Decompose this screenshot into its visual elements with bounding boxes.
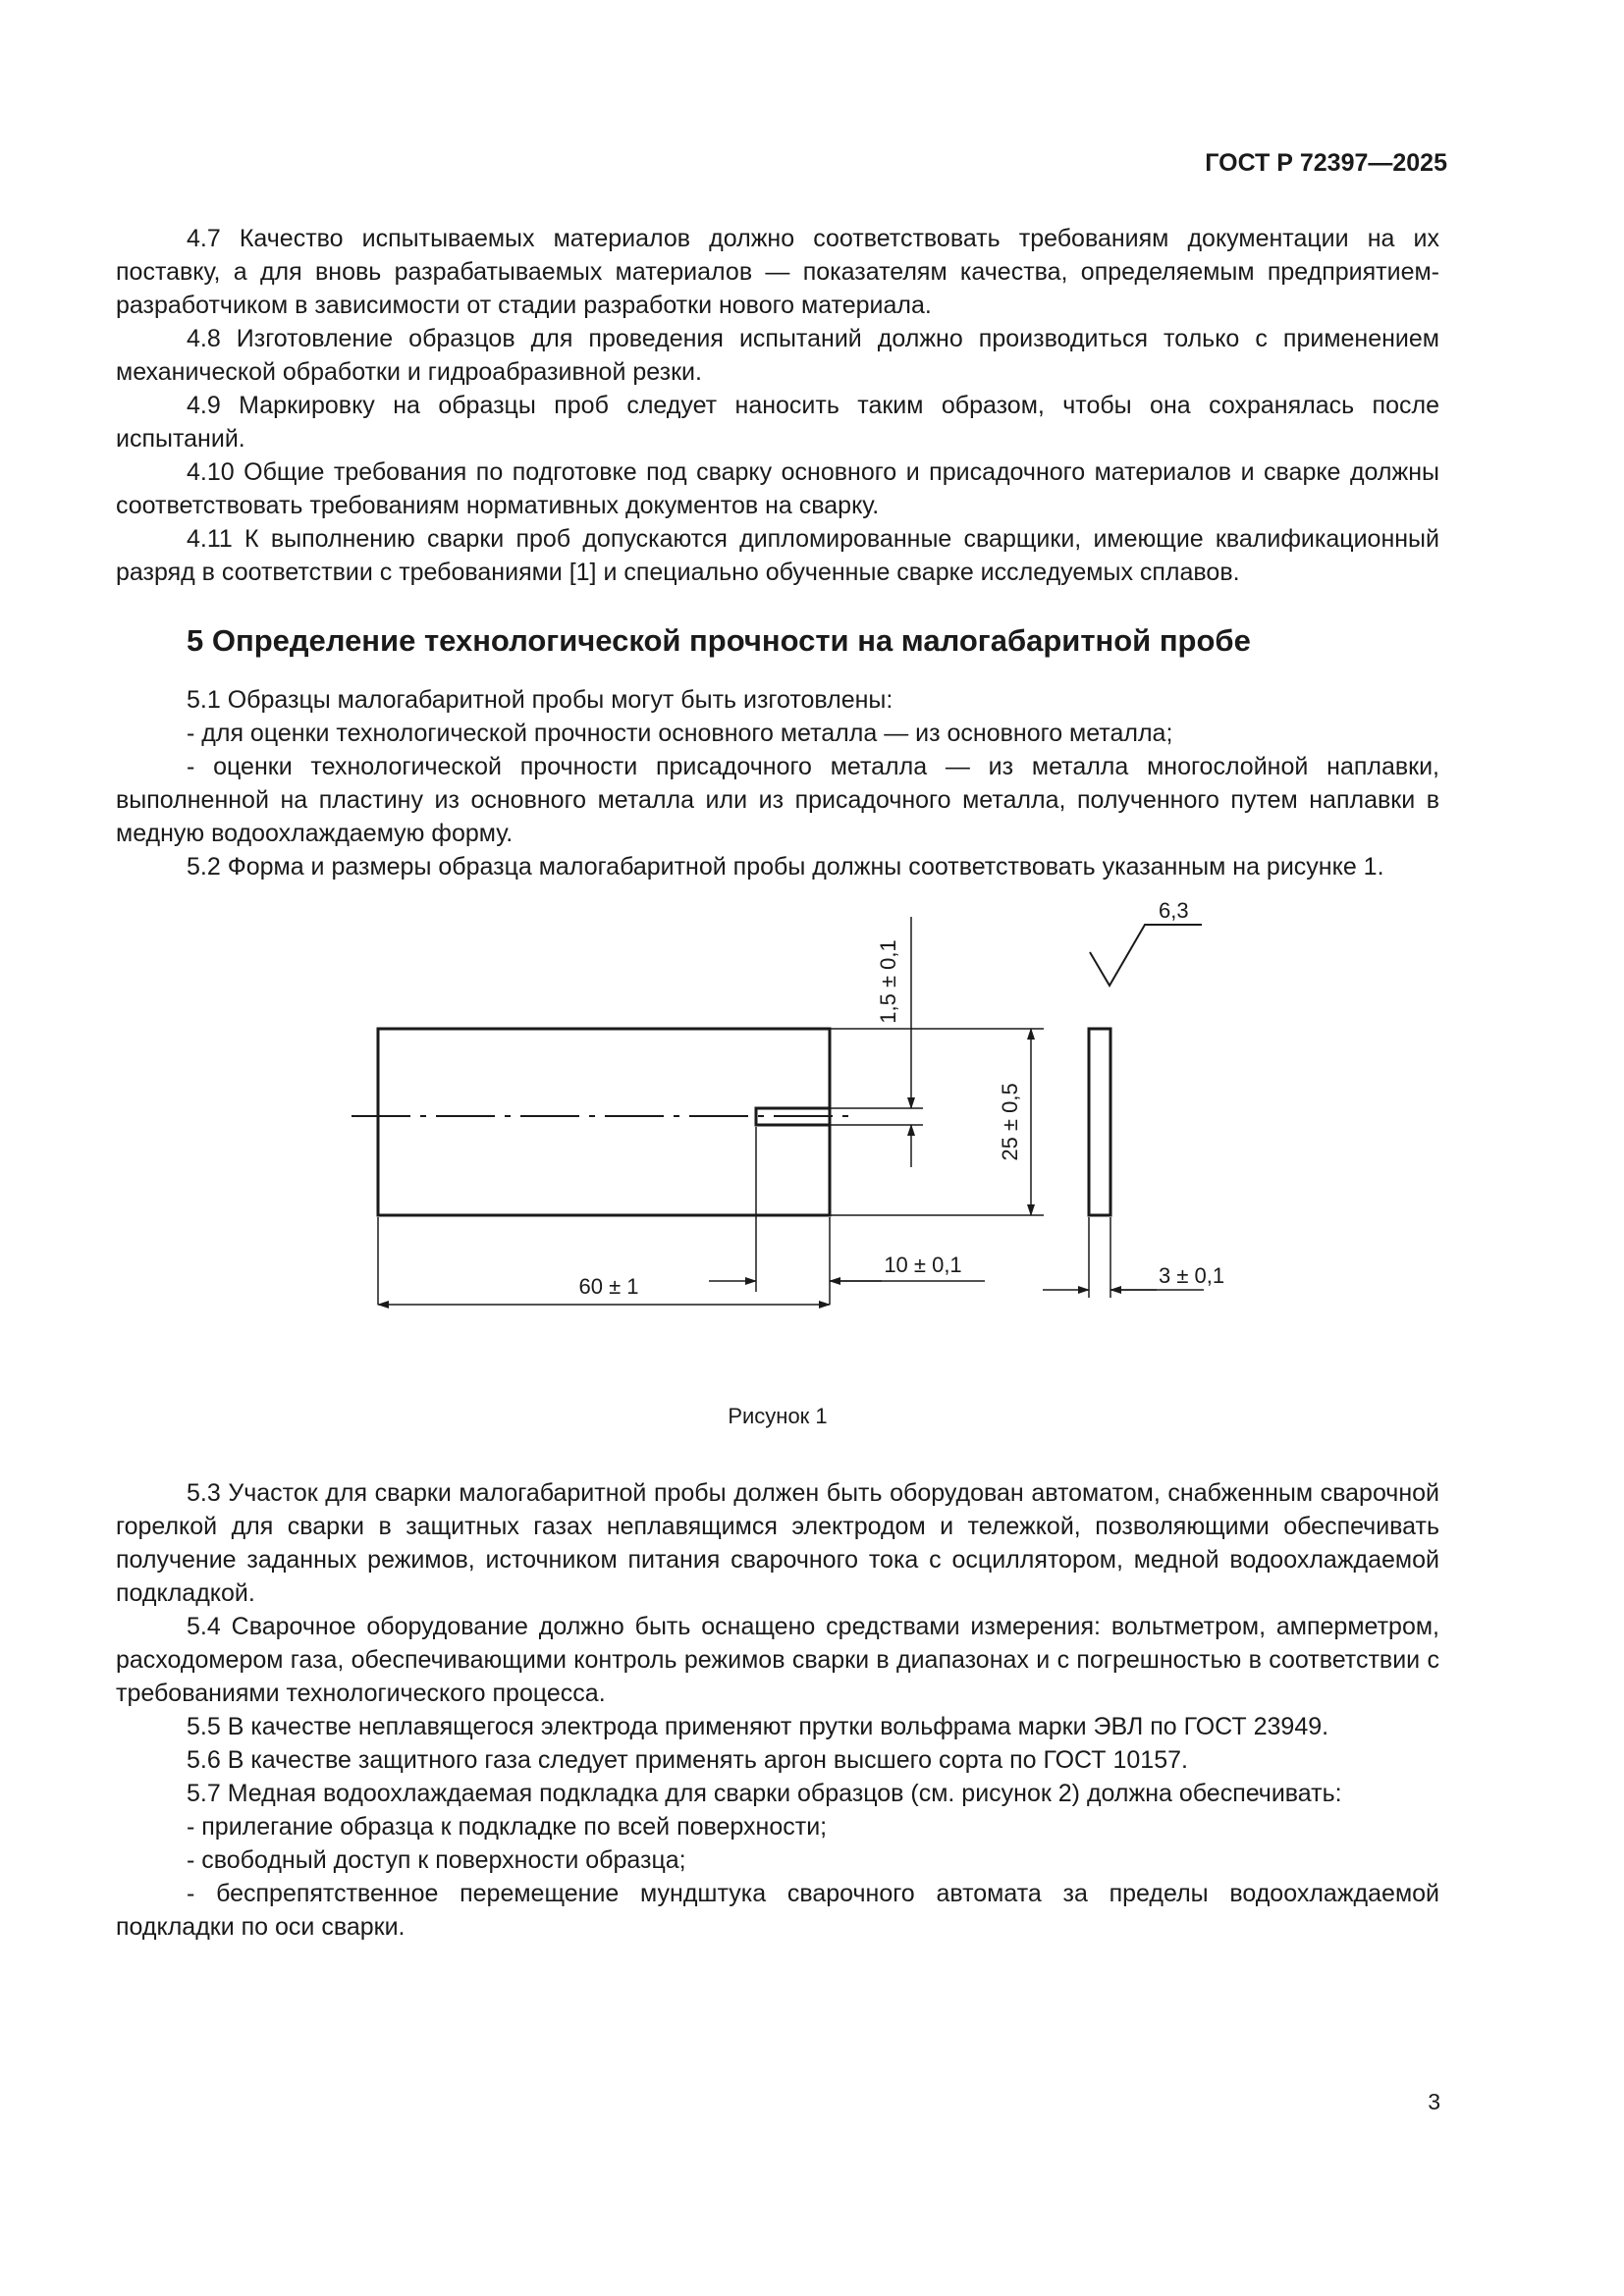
figure-1-drawing [116, 887, 1439, 1398]
list-item-5-7c: - беспрепятственное перемещение мундштука сварочного автомата за пределы водоохлаждаемой подкладки по оси сварки. [116, 1880, 1439, 1941]
figure-1 [116, 887, 1439, 1476]
paragraph-5-3: 5.3 Участок для сварки малогабаритной пробы должен быть оборудован автоматом, снабженным сварочной горелкой для сварки в защитных газах неплавящимся электродом и тележкой, позволяющими обеспечивать получение заданных режимов, источником питания сварочного тока с осциллятором, медной водоохлаждаемой подкладкой. [116, 1479, 1439, 1607]
figure-1-caption: Рисунок 1 [728, 1404, 828, 1428]
paragraph-5-4: 5.4 Сварочное оборудование должно быть оснащено средствами измерения: вольтметром, амперметром, расходомером газа, обеспечивающими контроль режимов сварки в диапазонах и с погрешностью в соответствии с требованиями технологического процесса. [116, 1613, 1439, 1707]
paragraph-5-5: 5.5 В качестве неплавящегося электрода применяют прутки вольфрама марки ЭВЛ по ГОСТ 23949. [187, 1713, 1329, 1740]
paragraph-5-2: 5.2 Форма и размеры образца малогабаритной пробы должны соответствовать указанным на рисунке 1. [187, 853, 1384, 881]
section-5-heading: 5 Определение технологической прочности на малогабаритной пробе [187, 623, 1251, 658]
dim-label-slot-width: 1,5 ± 0,1 [876, 939, 900, 1024]
paragraph-5-6: 5.6 В качестве защитного газа следует применять аргон высшего сорта по ГОСТ 10157. [187, 1746, 1188, 1774]
list-item-5-7b: - свободный доступ к поверхности образца; [187, 1846, 686, 1874]
list-item-5-1a: - для оценки технологической прочности основного металла — из основного металла; [187, 720, 1173, 747]
dim-label-thickness: 3 ± 0,1 [1159, 1263, 1225, 1288]
paragraph-4-10: 4.10 Общие требования по подготовке под сварку основного и присадочного материалов и сварке должны соответствовать требованиям нормативных документов на сварку. [116, 458, 1439, 519]
dim-label-slot-length: 10 ± 0,1 [884, 1253, 962, 1277]
paragraph-4-11: 4.11 К выполнению сварки проб допускаются дипломированные сварщики, имеющие квалификационный разряд в соответствии с требованиями [1] и специально обученные сварке исследуемых сплавов. [116, 525, 1439, 586]
paragraph-4-8: 4.8 Изготовление образцов для проведения испытаний должно производиться только с применением механической обработки и гидроабразивной резки. [116, 325, 1439, 386]
paragraph-5-7: 5.7 Медная водоохлаждаемая подкладка для сварки образцов (см. рисунок 2) должна обеспечивать: [187, 1780, 1342, 1807]
dim-label-length: 60 ± 1 [578, 1274, 639, 1299]
paragraph-4-7: 4.7 Качество испытываемых материалов должно соответствовать требованиям документации на их поставку, а для вновь разрабатываемых материалов — показателям качества, определяемым предприятием-разработчиком в зависимости от стадии разработки нового материала. [116, 225, 1439, 319]
roughness-icon [1090, 925, 1202, 986]
page-content [116, 222, 1439, 1944]
document-header: ГОСТ Р 72397—2025 [1205, 149, 1447, 177]
paragraph-5-1: 5.1 Образцы малогабаритной пробы могут быть изготовлены: [187, 686, 893, 714]
roughness-value: 6,3 [1159, 898, 1189, 923]
dim-label-width: 25 ± 0,5 [998, 1083, 1022, 1161]
page-number: 3 [1428, 2089, 1440, 2114]
specimen-outline [378, 1029, 830, 1215]
list-item-5-1b: - оценки технологической прочности присадочного металла — из металла многослойной наплавки, выполненной на пластину из основного металла или из присадочного металла, полученного путем наплавки в медную водоохлаждаемую форму. [116, 753, 1439, 847]
paragraph-4-9: 4.9 Маркировку на образцы проб следует наносить таким образом, чтобы она сохранялась после испытаний. [116, 392, 1439, 453]
list-item-5-7a: - прилегание образца к подкладке по всей поверхности; [187, 1813, 828, 1841]
specimen-side-view [1089, 1029, 1110, 1215]
